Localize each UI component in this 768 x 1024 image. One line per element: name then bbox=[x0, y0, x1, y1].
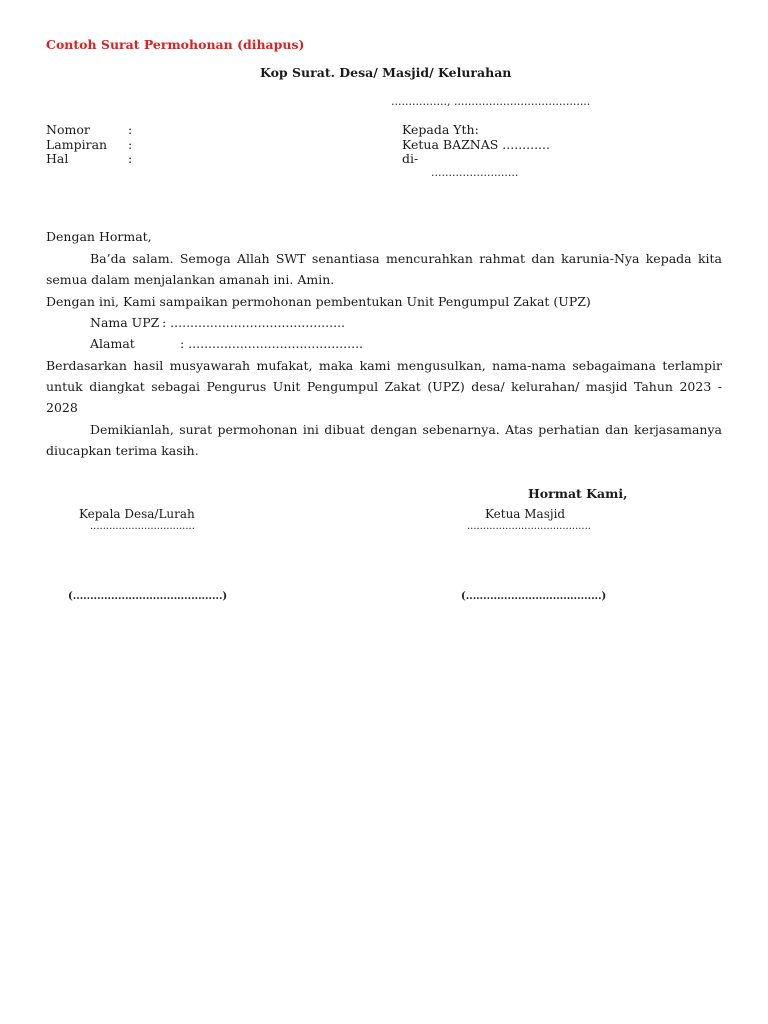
nomor-label: Nomor bbox=[46, 122, 90, 137]
paragraph-salam: Ba’da salam. Semoga Allah SWT senantiasa mencurahkan rahmat dan karunia-Nya kepada kita semua dalam menjalankan amanah ini. Amin. bbox=[46, 251, 722, 287]
hal-colon: : bbox=[128, 151, 133, 166]
right-signatory-title: Ketua Masjid bbox=[485, 507, 566, 521]
left-signatory-title: Kepala Desa/Lurah bbox=[79, 507, 195, 521]
greeting: Dengan Hormat, bbox=[46, 229, 152, 244]
paragraph-usulan: Berdasarkan hasil musyawarah mufakat, maka kami mengusulkan, nama-nama sebagaimana terlampir untuk diangkat sebagai Pengurus Unit Pengumpul Zakat (UPZ) desa/ kelurahan/ masjid Tahun 2023 - 2028 bbox=[46, 358, 722, 415]
nama-upz-value: : ............................................ bbox=[162, 315, 346, 330]
place-date: ................, ....................................... bbox=[391, 95, 591, 108]
left-signatory-dots: ................................. bbox=[90, 521, 195, 532]
hal-label: Hal bbox=[46, 151, 69, 166]
letterhead-title: Kop Surat. Desa/ Masjid/ Kelurahan bbox=[260, 65, 512, 80]
right-signatory-dots: ....................................... bbox=[467, 521, 591, 532]
nama-upz-label: Nama UPZ bbox=[90, 315, 160, 330]
lampiran-label: Lampiran bbox=[46, 137, 108, 152]
paragraph-penutup: Demikianlah, surat permohonan ini dibuat dengan sebenarnya. Atas perhatian dan kerjasamanya diucapkan terima kasih. bbox=[46, 422, 722, 458]
right-signature-line: (.......................................) bbox=[461, 591, 607, 602]
lampiran-colon: : bbox=[128, 137, 133, 152]
recipient-line-1: Kepada Yth: bbox=[402, 122, 479, 137]
recipient-line-2: Ketua BAZNAS ............ bbox=[402, 137, 550, 152]
note-title: Contoh Surat Permohonan (dihapus) bbox=[46, 37, 305, 52]
left-signature-line: (...........................................) bbox=[68, 591, 228, 602]
alamat-value: : ............................................ bbox=[180, 336, 364, 351]
recipient-line-4: ......................... bbox=[431, 166, 519, 179]
paragraph-permohonan: Dengan ini, Kami sampaikan permohonan pembentukan Unit Pengumpul Zakat (UPZ) bbox=[46, 294, 591, 309]
hormat-kami: Hormat Kami, bbox=[528, 486, 628, 501]
alamat-label: Alamat bbox=[90, 336, 135, 351]
nomor-colon: : bbox=[128, 122, 133, 137]
recipient-line-3: di- bbox=[402, 151, 419, 166]
